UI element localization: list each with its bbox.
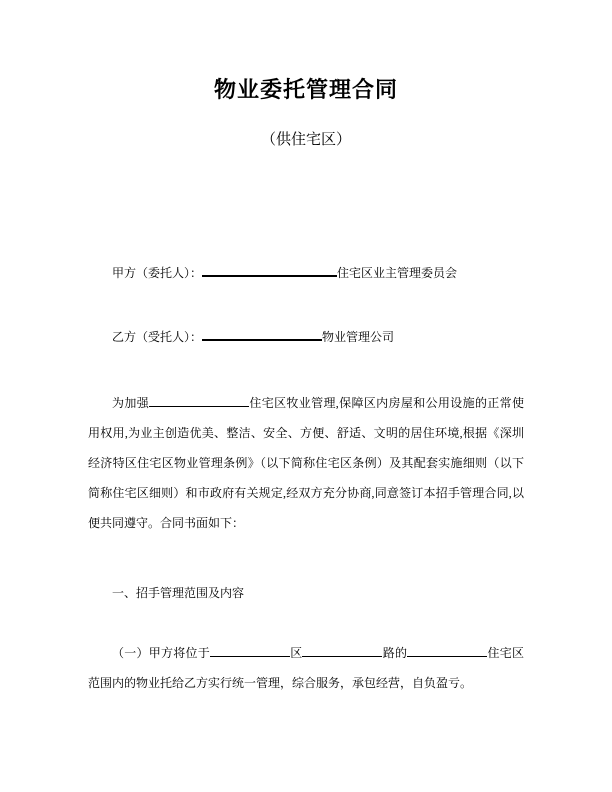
- intro-body-text: 住宅区牧业管理,保障区内房屋和公用设施的正常使用权用,为业主创造优美、整洁、安全、方便、舒适、文明的居住环境,根据《深圳经济特区住宅区物业管理条例》（以下简称住宅区条例）及其配套实施细则（以下简称住宅区细则）和市政府有关规定,经双方充分协商,同意签订本招手管理合同,以便共同遵守。合同书面如下：: [88, 396, 524, 530]
- party-b-suffix: 物业管理公司: [322, 330, 395, 344]
- party-b-line: [88, 322, 524, 352]
- intro-paragraph: [88, 388, 524, 538]
- road-blank: [302, 644, 382, 657]
- party-a-line: [88, 258, 524, 288]
- document-subtitle: （供住宅区）: [260, 132, 351, 148]
- party-b-name-blank: [202, 327, 322, 341]
- party-a-name-blank: [202, 263, 337, 277]
- party-a-suffix: 住宅区业主管理委员会: [337, 266, 458, 280]
- item1-text-part2: 区: [289, 646, 303, 660]
- party-b-label: 乙方（受托人）：: [112, 330, 203, 344]
- item1-text-part4: 住宅区范围内的物业托给乙方实行统一管理，综合服务，承包经营，自负盈亏。: [88, 646, 524, 690]
- section-1-item-1: [88, 638, 524, 698]
- estate-name-blank: [149, 394, 249, 407]
- document-title: 物业委托管理合同: [213, 77, 398, 102]
- section-1-heading: 一、招手管理范围及内容: [112, 586, 245, 600]
- intro-lead-text: 为加强: [112, 396, 150, 410]
- party-a-label: 甲方（委托人）：: [112, 266, 203, 280]
- district-blank: [210, 644, 290, 657]
- item1-text-part3: 路的: [382, 646, 408, 660]
- item1-text-part1: （一）甲方将位于: [112, 646, 210, 660]
- residential-area-blank: [407, 644, 487, 657]
